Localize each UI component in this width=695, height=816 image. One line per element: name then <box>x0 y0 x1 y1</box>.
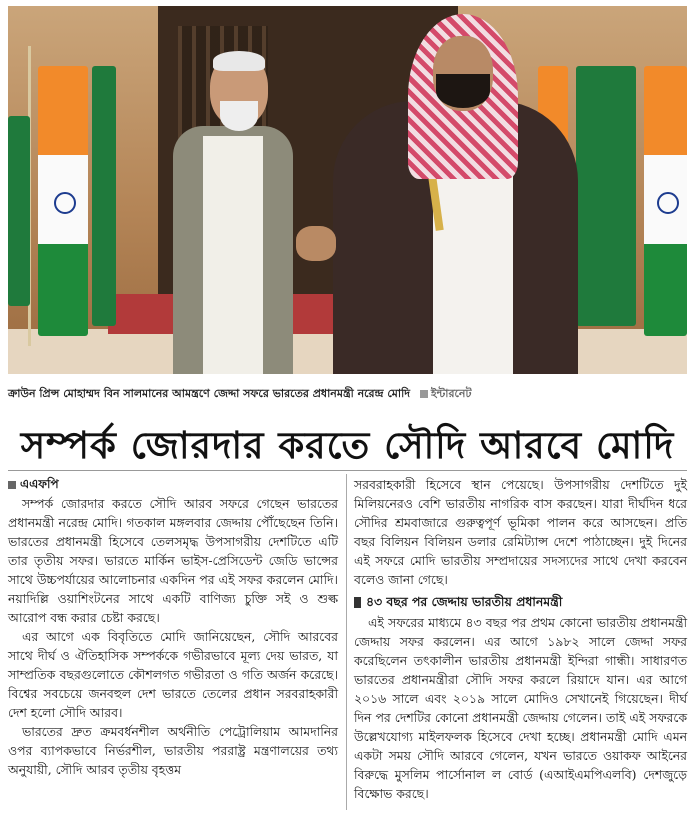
ashoka-chakra-icon <box>54 192 76 214</box>
ashoka-chakra-icon <box>657 192 679 214</box>
subheading-text: ৪৩ বছর পর জেদ্দায় ভারতীয় প্রধানমন্ত্রী <box>366 594 563 609</box>
saudi-flag <box>92 66 116 326</box>
byline-square-icon <box>8 481 16 489</box>
paragraph: ভারতের দ্রুত ক্রমবর্ধনশীল অর্থনীতি পেট্রোলিয়াম আমদানির ওপর ব্যাপকভাবে নির্ভরশীল, ভারতীয় পররাষ্ট্র মন্ত্রণালয়ের তথ্য অনুযায়ী, সৌদি আরব তৃতীয় বৃহত্তম <box>8 724 338 777</box>
news-photo <box>8 6 687 374</box>
modi-kurta <box>203 136 263 374</box>
mbs-beard <box>436 74 490 108</box>
india-flag <box>644 66 687 336</box>
article-column-left <box>8 475 338 779</box>
paragraph: সম্পর্ক জোরদার করতে সৌদি আরব সফরে গেছেন ভারতের প্রধানমন্ত্রী নরেন্দ্র মোদি। গতকাল মঙ্গলবার জেদ্দায় পৌঁছেছেন তিনি। ভারতের প্রধানমন্ত্রী হিসেবে তেলসমৃদ্ধ উপসাগরীয় দেশটিতে এটি তার তৃতীয় সফর। ভারতে মার্কিন ভাইস-প্রেসিডেন্ট জেডি ভান্সের সাথে উচ্চপর্যায়ের আলোচনার একদিন পর এই সফর করলেন মোদি। নয়াদিল্লি ওয়াশিংটনের সাথে একটি বাণিজ্য চুক্তি সই ও শুল্ক আরোপ বন্ধ করার চেষ্টা করছে। <box>8 496 338 625</box>
divider <box>8 470 687 471</box>
paragraph: সরবরাহকারী হিসেবে স্থান পেয়েছে। উপসাগরীয় দেশটিতে দুই মিলিয়নেরও বেশি ভারতীয় নাগরিক বাস করছেন। যারা দীর্ঘদিন ধরে সৌদির শ্রমবাজারে গুরুত্বপূর্ণ ভূমিকা পালন করে আসছেন। প্রতি বছর বিলিয়ন বিলিয়ন ডলার রেমিট্যান্স দেশে পাঠাচ্ছেন। দুই দিনের এই সফরে মোদি ভারতীয় সম্প্রদায়ের সদস্যদের সাথে দেখা করবেন বলেও জানা গেছে। <box>354 477 687 587</box>
headline: সম্পর্ক জোরদার করতে সৌদি আরবে মোদি <box>20 424 675 467</box>
article-column-right <box>354 475 687 803</box>
saudi-flag <box>576 66 636 326</box>
photo-credit <box>420 387 472 400</box>
modi-hair <box>213 51 265 71</box>
saudi-flag <box>8 116 30 306</box>
caption-text: ক্রাউন প্রিন্স মোহাম্মদ বিন সালমানের আমন্ত্রণে জেদ্দা সফরে ভারতের প্রধানমন্ত্রী নরেন্দ্র মোদি <box>8 387 411 400</box>
handshake <box>296 226 336 261</box>
photo-credit-text: ইন্টারনেট <box>430 387 472 400</box>
paragraph: এই সফরের মাধ্যমে ৪৩ বছর পর প্রথম কোনো ভারতীয় প্রধানমন্ত্রী জেদ্দায় সফর করলেন। এর আগে ১৯৮২ সালে জেদ্দা সফর করেছিলেন তৎকালীন ভারতীয় প্রধানমন্ত্রী ইন্দিরা গান্ধী। সাধারণত ভারতের প্রধানমন্ত্রীরা সৌদি সফর করলে রিয়াদে যান। এর আগে ২০১৬ সালে এবং ২০১৯ সালে মোদিও সেখানেই গিয়েছেন। দীর্ঘ দিন পর দেশটির কোনো প্রধানমন্ত্রী জেদ্দায় গেলেন। তাই এই সফরকে উল্লেখযোগ্য মাইলফলক হিসেবে দেখা হচ্ছে। প্রধানমন্ত্রী মোদি এমন একটা সময় সৌদি আরবে গেলেন, যখন ভারতে ওয়াকফ আইনের বিরুদ্ধে মুসলিম পার্সোনাল ল বোর্ড (এআইএমপিএলবি) দেশজুড়ে বিক্ষোভ করছে। <box>354 615 687 801</box>
modi-beard <box>220 101 258 131</box>
photo-caption <box>8 385 687 404</box>
subheading <box>354 592 687 611</box>
subhead-bar-icon <box>354 597 361 608</box>
byline <box>8 475 338 494</box>
paragraph: এর আগে এক বিবৃতিতে মোদি জানিয়েছেন, সৌদি আরবের সাথে দীর্ঘ ও ঐতিহাসিক সম্পর্ককে গভীরভাবে মূল্য দেয় ভারত, যা সাম্প্রতিক বছরগুলোতে কৌশলগত গভীরতা ও গতি অর্জন করেছে। বিশ্বের সবচেয়ে জনবহুল দেশ ভারতে তেলের প্রধান সরবরাহকারী দেশ হলো সৌদি আরব। <box>8 629 338 720</box>
column-divider <box>346 474 347 810</box>
byline-text: এএফপি <box>20 477 59 491</box>
credit-square-icon <box>420 390 428 398</box>
india-flag <box>38 66 88 336</box>
